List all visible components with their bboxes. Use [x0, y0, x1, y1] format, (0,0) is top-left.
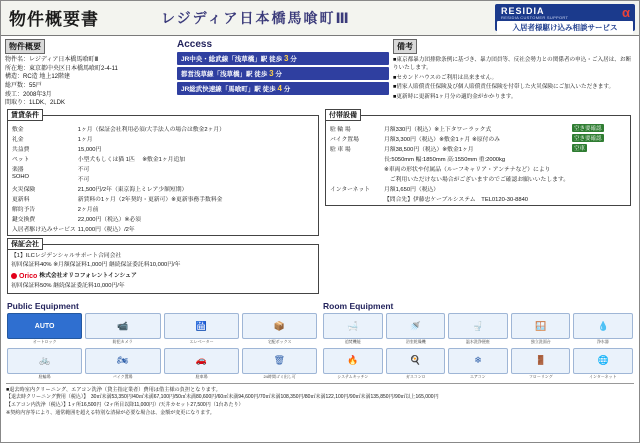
remarks-item: ■借家人賠償責任保険及び個人賠償責任保険を付帯した火災保険にご加入いただきます。 — [393, 84, 615, 91]
property-name-title: レジディア日本橋馬喰町Ⅲ — [161, 10, 351, 26]
row-value: 11,000円（税込）/2年 — [77, 226, 135, 233]
table-row — [11, 123, 315, 133]
equipment-item — [7, 348, 82, 380]
station-walk: 徒歩 — [262, 86, 276, 93]
row-key: SOHO — [12, 173, 30, 180]
room-equipment-section — [323, 301, 633, 379]
row-value: ※車両の形状や付属品（ルーフキャリア・アンテナなど）により — [384, 166, 551, 173]
overview-row: 竣工：2008年3月 — [5, 91, 52, 98]
table-row — [11, 153, 315, 163]
facilities-table — [329, 123, 627, 203]
station-unit: 分 — [275, 71, 282, 78]
page-title: 物件概要書 — [9, 10, 99, 29]
equipment-label: 温水洗浄便座 — [466, 339, 490, 345]
facilities-title: 付帯設備 — [325, 109, 361, 121]
remarks-item: ■東京都暴力団排除条例に基づき、暴力団員等、反社会勢力との関係者の申込・ご入居は、お断りいたします。 — [393, 57, 632, 72]
row-key: インターネット — [330, 186, 371, 193]
row-value: 1ヶ月（保証会社利用必須/大手法人の場合は敷金2ヶ月） — [77, 126, 225, 133]
table-row — [11, 163, 315, 173]
row-key: 火災保険 — [12, 186, 36, 193]
footer-line: 【エアコン内洗浄（税込）】1ヶ所16,500円（2ヶ所目以降11,000円）/天井カセット27,500円（1台あたり） — [6, 402, 244, 409]
divider — [6, 383, 634, 384]
row-value: 不可 — [77, 176, 90, 183]
row-key: バイク置場 — [330, 136, 359, 143]
station-line: 都営浅草線「浅草橋」駅 — [181, 71, 253, 78]
equipment-label: オートロック — [32, 339, 57, 345]
row-key: 鍵交換費 — [12, 216, 36, 223]
station-row — [177, 52, 389, 65]
remarks-list — [393, 56, 635, 101]
trash-icon: 🗑 — [242, 348, 317, 374]
row-value: 2ヶ月前 — [77, 206, 99, 213]
equipment-label: 24時間ゴミ出し可 — [263, 373, 296, 379]
overview-row: 総戸数：55戸 — [5, 83, 42, 90]
overview-section — [5, 39, 173, 108]
overview-row: 物件名：レジディア日本橋馬喰町Ⅲ — [5, 57, 99, 63]
motorcycle-parking-icon: 🏍 — [85, 348, 160, 374]
room-equipment-title: Room Equipment — [323, 301, 394, 312]
orico-brand: Orico — [19, 272, 38, 280]
table-row — [11, 143, 315, 153]
remarks-item: ■更新時に更新料1ヶ月分の適約金がかかります。 — [393, 93, 517, 100]
rent-conditions-box — [7, 112, 319, 294]
row-value: 21,500円/2年（東京海上ミレア少額短期） — [77, 186, 188, 193]
row-key: 解約予告 — [12, 206, 36, 213]
overview-row: 間取り：1LDK、2LDK — [5, 100, 66, 107]
row-key: ペット — [12, 156, 30, 163]
status-badge: 空き要確認 — [574, 135, 602, 142]
equipment-item — [164, 348, 239, 380]
station-walk: 徒歩 — [269, 56, 283, 63]
gas-stove-icon: 🍳 — [386, 348, 446, 374]
elevator-icon: 🛗 — [164, 313, 239, 339]
station-line: JR中央・総武線「浅草橋」駅 — [181, 56, 268, 63]
equipment-item — [164, 313, 239, 345]
equipment-item — [323, 313, 383, 345]
orico-company: 株式会社オリコフォレントインシュア — [39, 272, 137, 279]
rent-conditions-table — [11, 123, 315, 233]
row-key: 駐 輪 場 — [330, 126, 351, 133]
row-value: 新賃料の1ヶ月（2年契約・更新可）※更新事務手数料金 — [77, 196, 223, 203]
station-row — [177, 82, 389, 95]
equipment-label: 宅配ボックス — [267, 339, 292, 345]
table-row — [11, 203, 315, 213]
station-line: JR総武快速線「馬喰町」駅 — [181, 86, 261, 93]
equipment-item — [448, 313, 508, 345]
row-value: 不可 — [77, 166, 90, 173]
logo-subtitle: RESIDIA CUSTOMER SUPPORT — [501, 15, 569, 20]
internet-icon: 🌐 — [573, 348, 633, 374]
overview-row: 所在地：東京都中央区日本橋馬喰町2-4-11 — [5, 65, 118, 72]
access-section — [177, 39, 389, 108]
row-value: 月額330円（税込）※上下タワーラック式 — [384, 126, 492, 133]
equipment-item — [448, 348, 508, 380]
row-value: 1ヶ月 — [77, 136, 93, 143]
table-row — [329, 193, 627, 203]
orico-row — [11, 271, 315, 282]
orico-detail: 初回保証料50% 継続保証委託料10,000円/年 — [11, 282, 125, 289]
row-key: 更新料 — [12, 196, 30, 203]
bath-dryer-icon: 🚿 — [386, 313, 446, 339]
delivery-box-icon: 📦 — [242, 313, 317, 339]
remarks-item: ■セカンドハウスのご利用は出来ません。 — [393, 74, 498, 81]
table-row — [329, 173, 627, 183]
table-row — [11, 173, 315, 183]
washlet-icon: 🚽 — [448, 313, 508, 339]
row-value: 小型犬もしくは猫 1匹 ※敷金1ヶ月追加 — [77, 156, 186, 163]
table-row — [329, 183, 627, 193]
table-row — [329, 163, 627, 173]
row-key: 敷金 — [12, 126, 24, 133]
table-row — [11, 213, 315, 223]
footer-line: 【退去時クリーニング費用（税込）】 30㎡未満53,350円/40㎡未満67,100円/50㎡未満80,600円/60㎡未満94,600円/70㎡未満108,350円/80㎡未満122,100円/90㎡未満135,850円/90㎡以上165,000円 — [6, 394, 439, 401]
equipment-item — [511, 313, 571, 345]
remarks-section — [393, 39, 635, 108]
equipment-label: 駐車場 — [195, 373, 208, 379]
equipment-item — [573, 313, 633, 345]
row-value: 月額1,650円（税込） — [384, 186, 440, 193]
top-columns — [1, 36, 639, 108]
alpha-mark: α — [622, 5, 630, 20]
row-key: 楽器 — [12, 166, 24, 173]
footer-line: ※契約内容等により、通常範囲を超える特別な清掃が必要な場合は、金額が変更になります。 — [6, 409, 215, 416]
equipment-item — [323, 348, 383, 380]
equipment-item — [386, 348, 446, 380]
station-minutes: 4 — [277, 84, 282, 93]
row-key — [329, 153, 383, 163]
car-parking-icon: 🚗 — [164, 348, 239, 374]
equipment-item — [85, 313, 160, 345]
table-row — [329, 153, 627, 163]
row-key: 駐 車 場 — [330, 146, 351, 153]
row-key — [329, 173, 383, 183]
equipment-label: 浴室乾燥機 — [405, 339, 426, 345]
row-value: 15,000円 — [77, 146, 102, 153]
equipment-area — [1, 297, 639, 379]
equipment-item — [242, 348, 317, 380]
public-equipment-grid — [7, 313, 317, 379]
facilities-box — [325, 112, 631, 294]
water-purifier-icon: 💧 — [573, 313, 633, 339]
reheating-bath-icon: 🛁 — [323, 313, 383, 339]
conditions-area — [1, 108, 639, 294]
station-unit: 分 — [290, 56, 297, 63]
equipment-label: 浄水器 — [597, 339, 610, 345]
guarantee-line: 初回保証料40% ※月額保証料1,000円 継続保証委託料10,000円/年 — [11, 262, 181, 269]
equipment-label: バイク置場 — [112, 373, 133, 379]
row-key — [329, 163, 383, 173]
public-equipment-title: Public Equipment — [7, 301, 79, 312]
guarantee-title: 保証会社 — [7, 238, 43, 250]
row-value: 月額3,300円（税込）※敷金1ヶ月 ※原付のみ — [384, 136, 501, 143]
security-camera-icon: 📹 — [85, 313, 160, 339]
vanity-icon: 🪟 — [511, 313, 571, 339]
logo-band-label: 入居者様駆け込み相談サービス — [497, 21, 633, 34]
access-title: Access — [177, 39, 213, 50]
room-equipment-grid — [323, 313, 633, 379]
footer-line: ■退去時室内クリーニング、エアコン洗浄（貸主指定業者）費用は借主様の負担となります。 — [6, 387, 221, 394]
document-header — [1, 1, 639, 36]
table-row — [329, 143, 627, 153]
flooring-icon: 🚪 — [511, 348, 571, 374]
remarks-title: 備考 — [393, 39, 417, 54]
equipment-item — [511, 348, 571, 380]
footer-notes — [6, 383, 634, 417]
residia-logo — [495, 4, 635, 31]
guarantee-box — [7, 241, 319, 294]
table-row — [11, 133, 315, 143]
bicycle-parking-icon: 🚲 — [7, 348, 82, 374]
row-value: ご利用いただけない場合がございますのでご確認お願いいたします。 — [384, 176, 570, 183]
logo-name: RESIDIA — [501, 6, 545, 16]
air-conditioner-icon: ❄ — [448, 348, 508, 374]
table-row — [11, 183, 315, 193]
overview-row: 構造：RC造 地上12階建 — [5, 74, 71, 81]
equipment-item — [386, 313, 446, 345]
guarantee-line: 【1】ILCレジデンシャルサポート合同会社 — [11, 253, 122, 260]
overview-rows — [5, 56, 173, 108]
equipment-label: エレベーター — [189, 339, 214, 345]
rent-conditions-title: 賃貸条件 — [7, 109, 43, 121]
equipment-label: 駐輪場 — [38, 373, 51, 379]
status-badge: 空き要確認 — [574, 125, 602, 132]
station-walk: 徒歩 — [254, 71, 268, 78]
overview-title: 物件概要 — [5, 39, 45, 54]
row-value: 月額38,500円（税込）※敷金1ヶ月 — [384, 146, 474, 153]
equipment-label: フローリング — [528, 373, 553, 379]
auto-lock-icon: AUTO — [7, 313, 82, 339]
station-minutes: 3 — [283, 54, 289, 63]
row-value: 【問合先】伊藤忠ケーブルシステム TEL0120-30-8840 — [384, 196, 529, 203]
row-value: 長:5050mm 幅:1850mm 高:1550mm 重:2000kg — [384, 156, 506, 163]
station-minutes: 3 — [269, 69, 274, 78]
public-equipment-section — [7, 301, 317, 379]
table-row — [11, 193, 315, 203]
equipment-label: インターネット — [589, 373, 617, 379]
equipment-item — [85, 348, 160, 380]
system-kitchen-icon: 🔥 — [323, 348, 383, 374]
equipment-item — [573, 348, 633, 380]
row-key: 礼金 — [12, 136, 24, 143]
row-value: 22,000円（税込）※必須 — [77, 216, 141, 223]
equipment-label: 追焚機能 — [344, 339, 361, 345]
equipment-label: システムキッチン — [337, 373, 369, 379]
table-row — [329, 123, 627, 133]
station-unit: 分 — [283, 86, 291, 93]
status-badge: 空車 — [574, 145, 586, 152]
row-key — [329, 193, 383, 203]
orico-mark-icon — [11, 273, 17, 279]
equipment-item — [242, 313, 317, 345]
station-row — [177, 67, 389, 80]
table-row — [11, 223, 315, 233]
equipment-label: エアコン — [470, 373, 486, 379]
equipment-label: 防犯カメラ — [112, 339, 133, 345]
row-key: 入居者駆け込みサービス — [12, 226, 76, 233]
equipment-label: 独立洗面台 — [530, 339, 551, 345]
equipment-item — [7, 313, 82, 345]
equipment-label: ガスコンロ — [405, 373, 426, 379]
row-key: 共益費 — [12, 146, 30, 153]
table-row — [329, 133, 627, 143]
